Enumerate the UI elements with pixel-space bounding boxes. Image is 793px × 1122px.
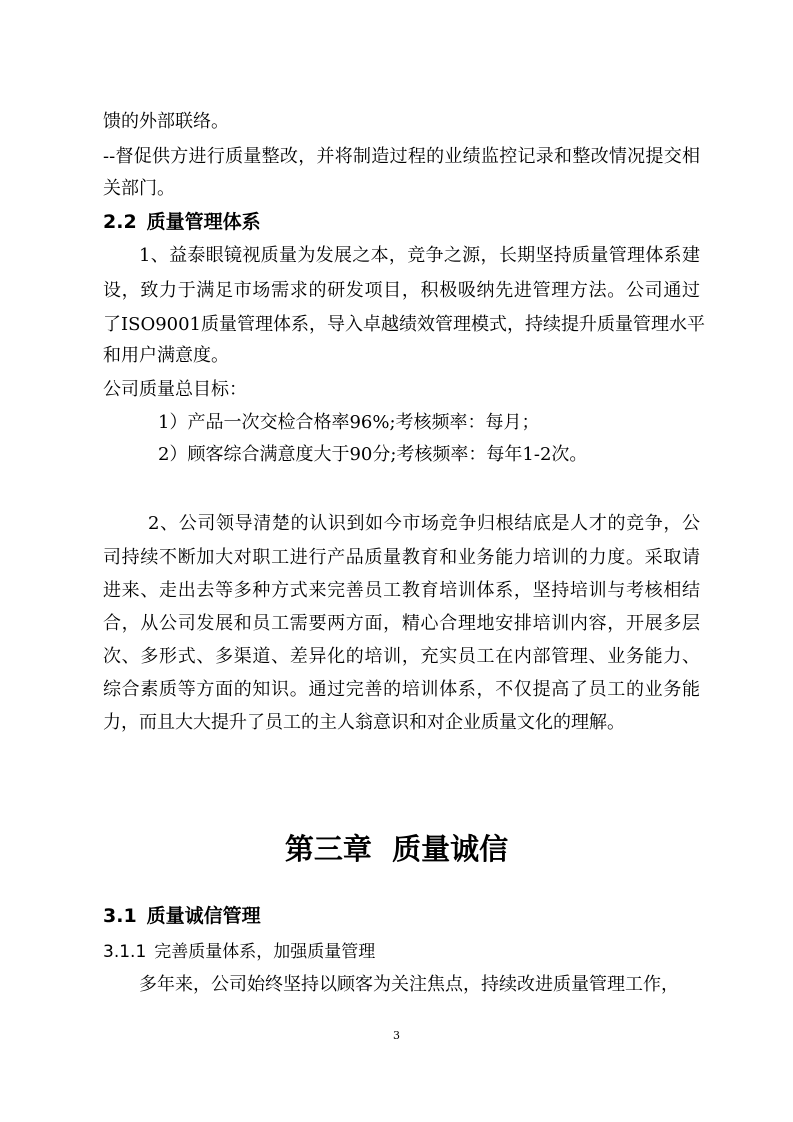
section-number: 3.1 <box>103 905 137 927</box>
paragraph-line: 次、多形式、多渠道、差异化的培训，充实员工在内部管理、业务能力、 <box>103 646 700 667</box>
subsection-number: 3.1.1 <box>103 942 147 962</box>
paragraph-line: 司持续不断加大对职工进行产品质量教育和业务能力培训的力度。采取请 <box>103 547 700 568</box>
body-line: 关部门。 <box>103 178 175 199</box>
body-line: --督促供方进行质量整改，并将制造过程的业绩监控记录和整改情况提交相 <box>103 146 700 167</box>
goal-item: 2）顾客综合满意度大于90分;考核频率：每年1-2次。 <box>158 444 588 465</box>
body-line: 馈的外部联络。 <box>103 111 229 132</box>
section-heading-2-2 <box>103 212 261 232</box>
paragraph-line: 进来、走出去等多种方式来完善员工教育培训体系，坚持培训与考核相结 <box>103 580 700 601</box>
section-number: 2.2 <box>103 211 137 233</box>
paragraph-line: 2、公司领导清楚的认识到如今市场竞争归根结底是人才的竞争，公 <box>148 513 700 534</box>
subsection-heading-3-1-1 <box>103 943 375 961</box>
section-heading-3-1 <box>103 906 261 926</box>
paragraph-line: 综合素质等方面的知识。通过完善的培训体系，不仅提高了员工的业务能 <box>103 679 700 700</box>
paragraph-line: 合，从公司发展和员工需要两方面，精心合理地安排培训内容，开展多层 <box>103 613 700 634</box>
chapter-title: 第三章 质量诚信 <box>284 832 509 866</box>
paragraph-line: 1、益泰眼镜视质量为发展之本，竞争之源，长期坚持质量管理体系建 <box>139 245 700 266</box>
paragraph-line: 多年来，公司始终坚持以顾客为关注焦点，持续改进质量管理工作， <box>139 974 679 995</box>
goals-label: 公司质量总目标： <box>103 379 247 400</box>
page-number: 3 <box>393 1029 400 1042</box>
paragraph-line: 和用户满意度。 <box>103 345 229 366</box>
section-title: 质量管理体系 <box>146 211 261 233</box>
paragraph-line: 力，而且大大提升了员工的主人翁意识和对企业质量文化的理解。 <box>103 712 625 733</box>
goal-item: 1）产品一次交检合格率96%;考核频率：每月； <box>158 412 540 433</box>
section-title: 质量诚信管理 <box>146 905 261 927</box>
paragraph-line: 了ISO9001质量管理体系，导入卓越绩效管理模式，持续提升质量管理水平 <box>103 314 706 335</box>
subsection-title: 完善质量体系，加强质量管理 <box>154 942 376 962</box>
paragraph-line: 设，致力于满足市场需求的研发项目，积极吸纳先进管理方法。公司通过 <box>103 280 700 301</box>
